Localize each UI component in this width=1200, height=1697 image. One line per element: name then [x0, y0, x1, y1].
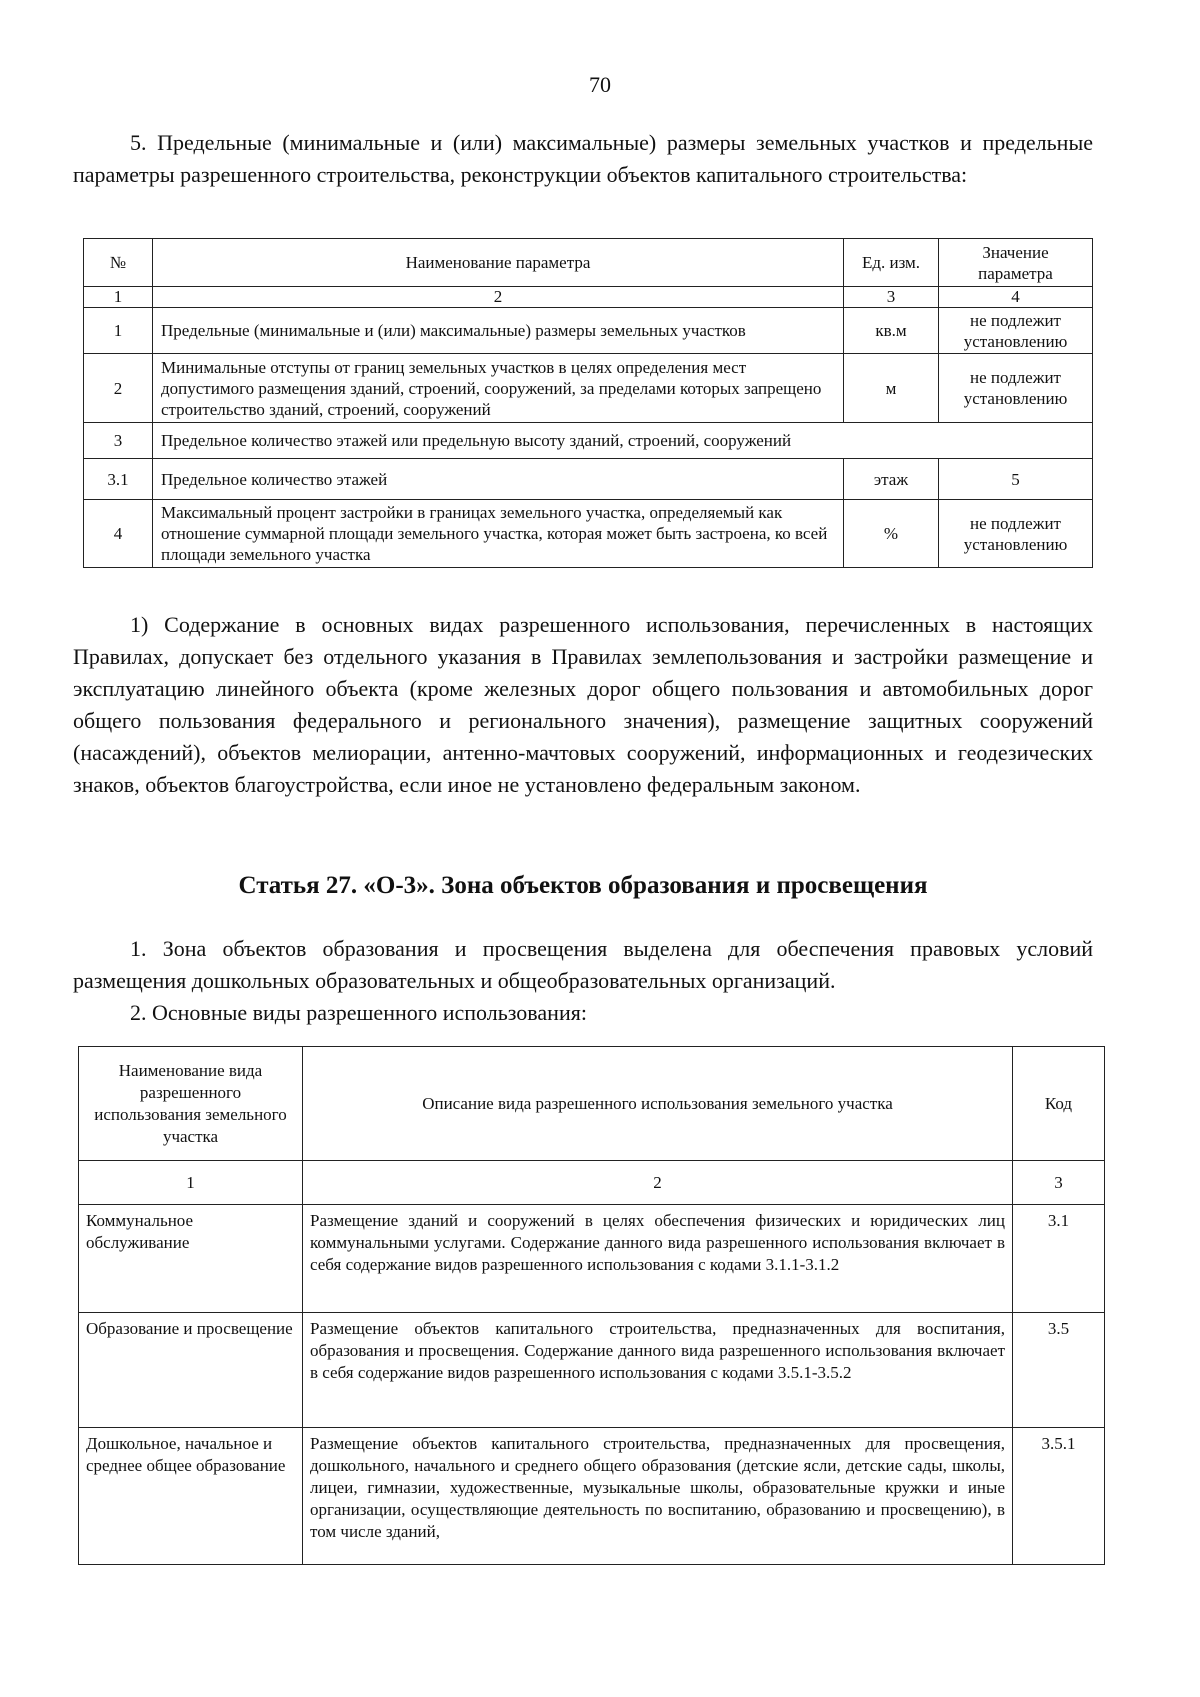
- parameters-table: [83, 238, 1093, 568]
- row-unit: м: [844, 354, 939, 423]
- header-num: №: [84, 239, 153, 287]
- use-description: Размещение зданий и сооружений в целях обеспечения физических и юридических лиц коммунальными услугами. Содержание данного вида разрешенного использования включает в себя содержание видов разрешенного использования с кодами 3.1.1-3.1.2: [303, 1205, 1013, 1313]
- index-cell: 2: [303, 1161, 1013, 1205]
- use-code: 3.5.1: [1013, 1428, 1105, 1565]
- header-value: Значение параметра: [939, 239, 1093, 287]
- table-row: [79, 1428, 1105, 1565]
- header-use-description: Описание вида разрешенного использования земельного участка: [303, 1047, 1013, 1161]
- row-value: не подлежит установлению: [939, 308, 1093, 354]
- parameters-table-index-row: [84, 287, 1093, 308]
- table-row: [84, 308, 1093, 354]
- table-row: [79, 1205, 1105, 1313]
- use-name: Коммунальное обслуживание: [79, 1205, 303, 1313]
- use-description: Размещение объектов капитального строительства, предназначенных для просвещения, дошкольного, начального и среднего общего образования (детские ясли, детские сады, школы, лицеи, гимназии, художественные, музыкальные школы, образовательные кружки и иные организации, осуществляющие деятельность по воспитанию, образованию и просвещению), в том числе зданий,: [303, 1428, 1013, 1565]
- row-parameter-name: Предельные (минимальные и (или) максимальные) размеры земельных участков: [153, 308, 844, 354]
- article-paragraph-2: 2. Основные виды разрешенного использования:: [130, 1000, 587, 1025]
- row-value: не подлежит установлению: [939, 500, 1093, 568]
- row-value: 5: [939, 459, 1093, 500]
- row-parameter-name: Предельное количество этажей: [153, 459, 844, 500]
- table-row: [79, 1313, 1105, 1428]
- index-cell: 4: [939, 287, 1093, 308]
- use-description: Размещение объектов капитального строительства, предназначенных для воспитания, образования и просвещения. Содержание данного вида разрешенного использования включает в себя содержание видов разрешенного использования с кодами 3.5.1-3.5.2: [303, 1313, 1013, 1428]
- row-unit: этаж: [844, 459, 939, 500]
- row-value: не подлежит установлению: [939, 354, 1093, 423]
- row-parameter-name: Предельное количество этажей или предельную высоту зданий, строений, сооружений: [153, 423, 1093, 459]
- use-name: Дошкольное, начальное и среднее общее образование: [79, 1428, 303, 1565]
- uses-table-index-row: [79, 1161, 1105, 1205]
- index-cell: 3: [844, 287, 939, 308]
- header-unit: Ед. изм.: [844, 239, 939, 287]
- section5-intro-paragraph: 5. Предельные (минимальные и (или) максимальные) размеры земельных участков и предельные параметры разрешенного строительства, реконструкции объектов капитального строительства:: [73, 130, 1093, 187]
- permitted-uses-table: [78, 1046, 1105, 1565]
- row-num: 4: [84, 500, 153, 568]
- index-cell: 1: [84, 287, 153, 308]
- table-row: [84, 459, 1093, 500]
- index-cell: 3: [1013, 1161, 1105, 1205]
- row-num: 3.1: [84, 459, 153, 500]
- article-paragraph-1: 1. Зона объектов образования и просвещения выделена для обеспечения правовых условий размещения дошкольных образовательных и общеобразовательных организаций.: [73, 936, 1093, 993]
- row-parameter-name: Минимальные отступы от границ земельных участков в целях определения мест допустимого размещения зданий, строений, сооружений, за пределами которых запрещено строительство зданий, строений, сооружений: [153, 354, 844, 423]
- row-num: 2: [84, 354, 153, 423]
- uses-table-header-row: [79, 1047, 1105, 1161]
- row-unit: кв.м: [844, 308, 939, 354]
- row-unit: %: [844, 500, 939, 568]
- row-num: 1: [84, 308, 153, 354]
- row-parameter-name: Максимальный процент застройки в границах земельного участка, определяемый как отношение суммарной площади земельного участка, которая может быть застроена, ко всей площади земельного участка: [153, 500, 844, 568]
- use-name: Образование и просвещение: [79, 1313, 303, 1428]
- header-code: Код: [1013, 1047, 1105, 1161]
- index-cell: 1: [79, 1161, 303, 1205]
- parameters-table-header-row: [84, 239, 1093, 287]
- article-heading: Статья 27. «О-3». Зона объектов образования и просвещения: [238, 872, 928, 899]
- row-num: 3: [84, 423, 153, 459]
- use-code: 3.5: [1013, 1313, 1105, 1428]
- table-row: [84, 500, 1093, 568]
- table-row: [84, 354, 1093, 423]
- index-cell: 2: [153, 287, 844, 308]
- table-row: [84, 423, 1093, 459]
- header-use-name: Наименование вида разрешенного использования земельного участка: [79, 1047, 303, 1161]
- header-parameter-name: Наименование параметра: [153, 239, 844, 287]
- note-paragraph: 1) Содержание в основных видах разрешенного использования, перечисленных в настоящих Правилах, допускает без отдельного указания в Правилах землепользования и застройки размещение и эксплуатацию линейного объекта (кроме железных дорог общего пользования и автомобильных дорог общего пользования федерального и регионального значения), размещение защитных сооружений (насаждений), объектов мелиорации, антенно-мачтовых сооружений, информационных и геодезических знаков, объектов благоустройства, если иное не установлено федеральным законом.: [73, 612, 1093, 797]
- page-number: 70: [589, 72, 611, 97]
- use-code: 3.1: [1013, 1205, 1105, 1313]
